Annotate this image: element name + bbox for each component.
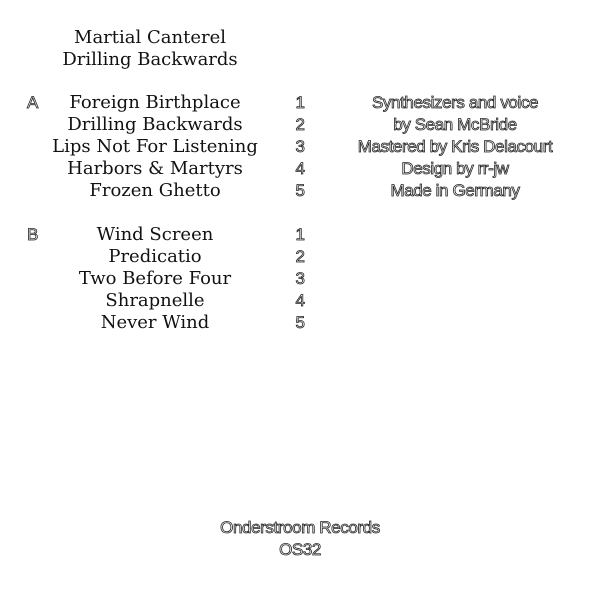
credit-line: Made in Germany [390, 181, 520, 200]
track-title: Never Wind [100, 312, 210, 333]
label-name: Onderstroom Records [220, 518, 380, 537]
side-a-track-numbers [290, 92, 310, 202]
album-header [50, 27, 250, 71]
track-number: 4 [295, 291, 305, 310]
track-number: 1 [295, 93, 305, 112]
side-b-track-numbers [290, 224, 310, 334]
track-title: Predicatio [108, 246, 202, 267]
track-number: 3 [295, 269, 305, 288]
credit-line: Mastered by Kris Delacourt [357, 137, 553, 156]
track-number: 3 [295, 137, 305, 156]
track-title: Frozen Ghetto [89, 180, 221, 201]
track-number: 1 [295, 225, 305, 244]
side-a-tracklist [40, 92, 270, 202]
side-a-letter: A [27, 93, 38, 112]
track-number: 4 [295, 159, 305, 178]
track-number: 2 [295, 115, 305, 134]
credits-block [340, 92, 570, 202]
track-title: Drilling Backwards [67, 114, 243, 135]
credit-line: Design by rr-jw [401, 159, 509, 178]
side-b-letter: B [27, 225, 38, 244]
track-number: 5 [295, 313, 305, 332]
catalog-number: OS32 [279, 540, 321, 559]
track-title: Shrapnelle [105, 290, 205, 311]
track-title: Harbors & Martyrs [67, 158, 243, 179]
track-title: Two Before Four [78, 268, 232, 289]
artist-name: Martial Canterel [74, 27, 226, 48]
track-title: Lips Not For Listening [52, 136, 258, 157]
credit-line: by Sean McBride [393, 115, 517, 134]
track-title: Foreign Birthplace [69, 92, 241, 113]
album-title: Drilling Backwards [62, 49, 238, 70]
track-number: 2 [295, 247, 305, 266]
record-label-block [170, 517, 430, 561]
track-title: Wind Screen [96, 224, 214, 245]
side-b-tracklist [40, 224, 270, 334]
track-number: 5 [295, 181, 305, 200]
credit-line: Synthesizers and voice [371, 93, 538, 112]
